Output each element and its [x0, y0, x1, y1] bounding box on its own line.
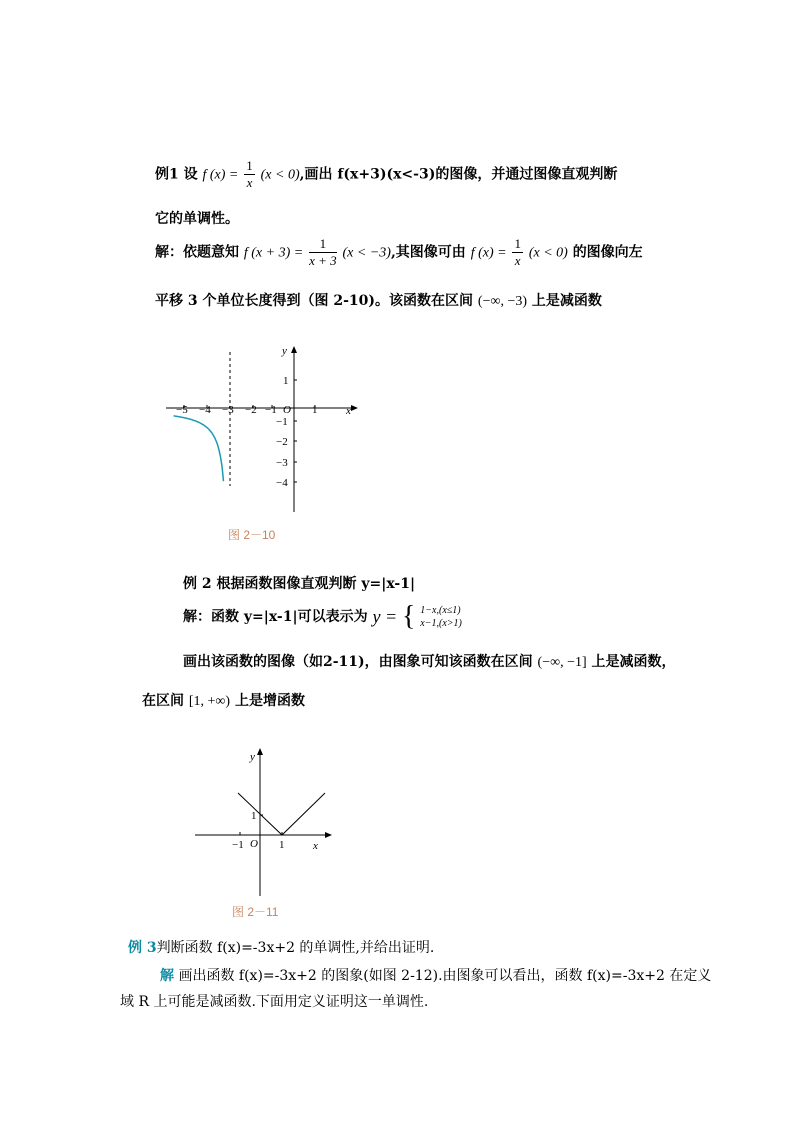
ex3-text: 判断函数 f(x)=-3x+2 的单调性,并给出证明.: [156, 940, 435, 956]
fig2-origin: O: [250, 838, 258, 850]
fig2-y-label: y: [250, 751, 255, 763]
ex2-line4-int: [1, +∞): [188, 694, 231, 709]
ex1-label: 例1: [155, 166, 179, 183]
ex1-sol-end: 的图像向左: [572, 244, 643, 261]
ex2-line3-int: (−∞, −1]: [537, 655, 587, 670]
fig1-xtick-m5: −5: [176, 404, 188, 416]
ex1-line4-a: 平移 3 个单位长度得到（图 2-10)。该函数在区间: [155, 293, 474, 309]
ex2-line3-b: 上是减函数，: [591, 654, 676, 670]
fig1-caption: 图 2－10: [228, 528, 276, 542]
fig2-xtick-m1: −1: [232, 839, 244, 851]
ex2-case2: x−1,(x>1): [420, 618, 462, 629]
ex1-sol-cond2: (x < 0): [528, 245, 568, 261]
ex1-cond: (x < 0): [260, 167, 300, 183]
fig1-ytick-m4: −4: [276, 477, 288, 489]
ex3-line1: [128, 937, 434, 957]
ex1-sol-label: 解：依题意知: [155, 244, 239, 261]
ex2-line4-a: 在区间: [142, 693, 184, 709]
ex3-sol-label: 解: [160, 968, 174, 984]
ex1-task: ,画出 f(x+3)(x<-3)的图像，并通过图像直观判断: [299, 166, 618, 183]
ex1-sol-fx: f (x + 3) =: [243, 245, 304, 261]
ex2-case1: 1−x,(x≤1): [420, 605, 461, 616]
fig1-xtick-m2: −2: [245, 404, 257, 416]
fig1-xtick-m1: −1: [265, 404, 277, 416]
ex2-line3-a: 画出该函数的图像（如2-11)，由图象可知该函数在区间: [183, 654, 533, 670]
ex3-sol-text: 画出函数 f(x)=-3x+2 的图象(如图 2-12).由图象可以看出，函数 f(x)=-3x+2 在定义: [178, 968, 712, 984]
ex1-sol-mid: ,其图像可由: [390, 244, 466, 261]
ex1-sol-frac-den: x + 3: [309, 253, 337, 268]
fig2-x-arrow: [325, 832, 332, 838]
fig1-y-label: y: [282, 345, 287, 357]
fig1-xtick-m4: −4: [199, 404, 211, 416]
ex1-sol-fx2: f (x) =: [470, 245, 507, 261]
ex3-line3: 域 R 上可能是减函数.下面用定义证明这一单调性.: [120, 994, 429, 1010]
fig2-y-arrow: [257, 748, 263, 755]
fig2-x-label: x: [313, 840, 318, 852]
fig2-xtick-1: 1: [279, 839, 285, 851]
fig1-ytick-m1: −1: [276, 416, 288, 428]
ex1-line4-b: 上是减函数: [531, 293, 602, 309]
fig2-caption: 图 2－11: [232, 905, 279, 919]
ex1-sol-frac-num: 1: [309, 236, 337, 253]
ex1-line2: 它的单调性。: [155, 211, 239, 227]
ex1-line4-interval: (−∞, −3): [477, 294, 528, 309]
fig1-ytick-1: 1: [283, 375, 289, 387]
ex2-line4-b: 上是增函数: [234, 693, 305, 709]
fig1-xtick-1: 1: [312, 404, 318, 416]
ex1-sol-cond: (x < −3): [342, 245, 391, 261]
ex2-y-sym: y =: [372, 606, 398, 627]
ex1-frac-den: x: [246, 175, 253, 190]
fig1-ytick-m3: −3: [276, 457, 288, 469]
ex1-sol-frac2-den: x: [514, 253, 521, 268]
ex2-sol-text: 解：函数 y=|x-1|可以表示为: [183, 609, 368, 625]
fig1-xtick-m3: −3: [222, 404, 234, 416]
ex2-label: 例 2 根据函数图像直观判断 y=|x-1|: [183, 576, 416, 592]
ex1-set: 设: [183, 166, 198, 183]
ex3-line2: [160, 965, 711, 985]
fig1-origin: O: [283, 404, 291, 416]
ex1-sol-frac2-num: 1: [514, 236, 521, 251]
fig1-x-label: x: [346, 405, 351, 417]
ex1-fx: f (x) =: [202, 167, 239, 183]
ex1-frac-num: 1: [246, 158, 253, 173]
ex2-brace: {: [401, 601, 416, 632]
fig1-ytick-m2: −2: [276, 436, 288, 448]
fig2-ytick-1: 1: [251, 810, 257, 822]
ex3-label: 例 3: [128, 940, 157, 956]
